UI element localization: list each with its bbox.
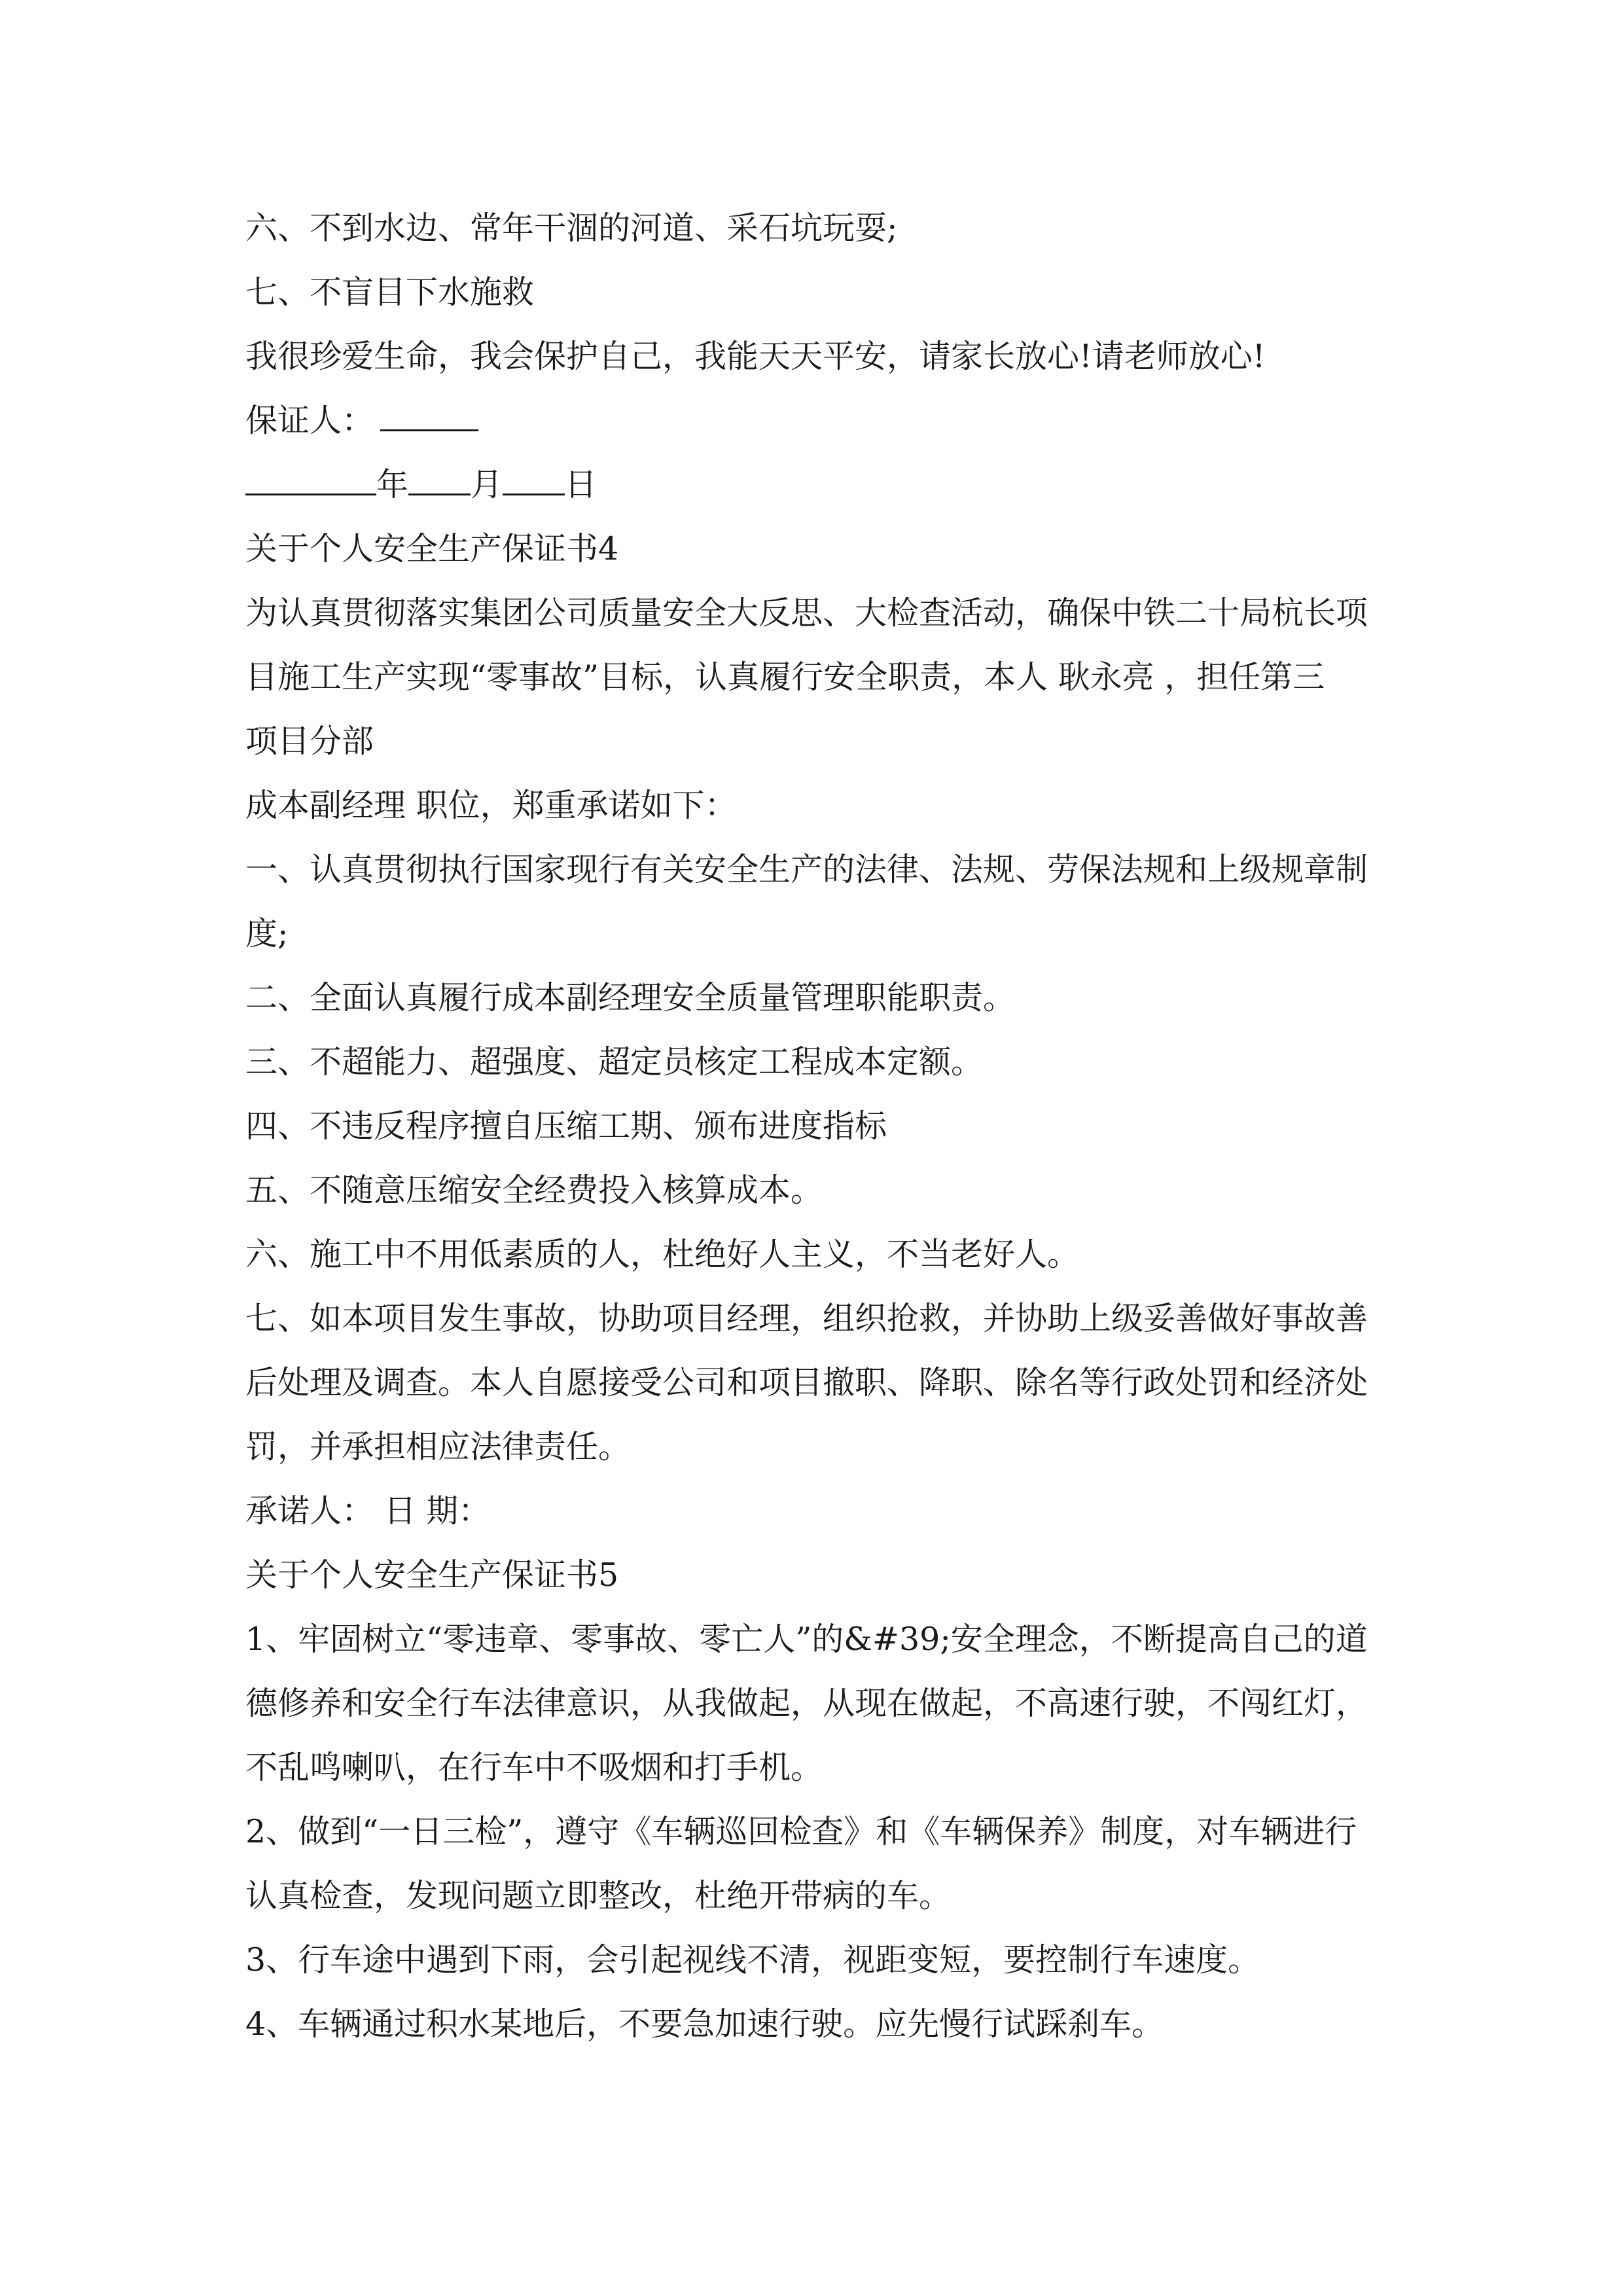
list-item: 度; xyxy=(245,915,289,952)
signature-line xyxy=(245,389,1397,453)
list-item: 不乱鸣喇叭，在行车中不吸烟和打手机。 xyxy=(245,1749,823,1786)
date-line xyxy=(245,453,1397,517)
year-blank xyxy=(245,453,376,495)
paragraph-line: 成本副经理 职位，郑重承诺如下： xyxy=(245,787,737,824)
list-item: 罚，并承担相应法律责任。 xyxy=(245,1428,631,1465)
list-item: 二、全面认真履行成本副经理安全质量管理职能职责。 xyxy=(245,979,1016,1016)
section-heading: 关于个人安全生产保证书4 xyxy=(245,530,619,567)
list-item: 五、不随意压缩安全经费投入核算成本。 xyxy=(245,1172,823,1209)
document-body xyxy=(245,196,1397,2056)
paragraph-line: 目施工生产实现“零事故”目标，认真履行安全职责，本人 耿永亮 ，担任第三 xyxy=(245,658,1325,696)
paragraph-line: 项目分部 xyxy=(245,723,374,760)
list-item: 2、做到“一日三检”，遵守《车辆巡回检查》和《车辆保养》制度，对车辆进行 xyxy=(245,1813,1357,1850)
month-blank xyxy=(408,453,471,495)
list-item: 4、车辆通过积水某地后，不要急加速行驶。应先慢行试踩刹车。 xyxy=(245,2005,1164,2043)
signature-label: 保证人： xyxy=(245,402,374,439)
list-item: 德修养和安全行车法律意识，从我做起，从现在做起，不高速行驶，不闯红灯， xyxy=(245,1685,1368,1722)
day-blank xyxy=(503,453,565,495)
section-heading: 关于个人安全生产保证书5 xyxy=(245,1556,619,1594)
list-item: 3、行车途中遇到下雨，会引起视线不清，视距变短，要控制行车速度。 xyxy=(245,1941,1260,1979)
list-item: 七、不盲目下水施救 xyxy=(245,274,535,311)
paragraph-line: 为认真贯彻落实集团公司质量安全大反思、大检查活动，确保中铁二十局杭长项 xyxy=(245,594,1368,632)
year-label: 年 xyxy=(376,466,409,503)
list-item: 七、如本项目发生事故，协助项目经理，组织抢救，并协助上级妥善做好事故善 xyxy=(245,1300,1368,1337)
day-label: 日 xyxy=(565,466,597,503)
list-item: 一、认真贯彻执行国家现行有关安全生产的法律、法规、劳保法规和上级规章制 xyxy=(245,851,1368,888)
paragraph: 我很珍爱生命，我会保护自己，我能天天平安，请家长放心!请老师放心! xyxy=(245,338,1266,375)
list-item: 四、不违反程序擅自压缩工期、颁布进度指标 xyxy=(245,1107,887,1145)
signature-line: 承诺人： 日 期： xyxy=(245,1492,491,1530)
list-item: 认真检查，发现问题立即整改，杜绝开带病的车。 xyxy=(245,1877,952,1914)
month-label: 月 xyxy=(471,466,503,503)
list-item: 三、不超能力、超强度、超定员核定工程成本定额。 xyxy=(245,1043,984,1081)
list-item: 1、牢固树立“零违章、零事故、零亡人”的&#39;安全理念，不断提高自己的道 xyxy=(245,1621,1368,1658)
signature-blank xyxy=(380,389,478,431)
list-item: 六、施工中不用低素质的人，杜绝好人主义，不当老好人。 xyxy=(245,1236,1080,1273)
list-item: 六、不到水边、常年干涸的河道、采石坑玩耍; xyxy=(245,209,898,247)
list-item: 后处理及调查。本人自愿接受公司和项目撤职、降职、除名等行政处罚和经济处 xyxy=(245,1364,1368,1401)
